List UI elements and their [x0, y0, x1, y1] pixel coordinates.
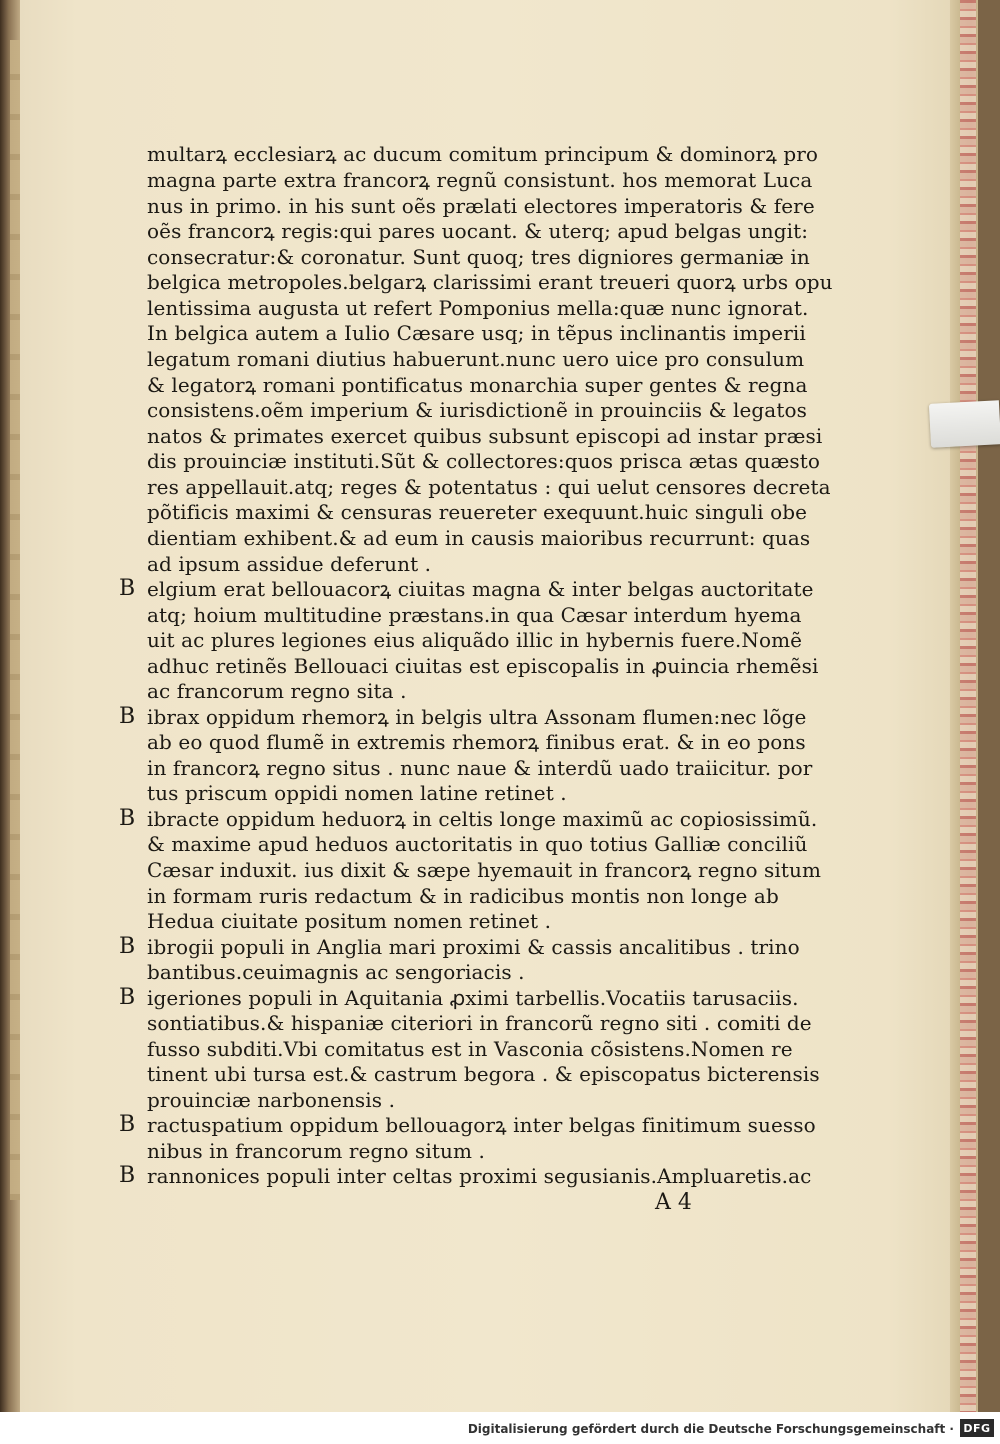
text-line: elgium erat bellouacorꝝ ciuitas magna & inter belgas auctoritate: [147, 577, 814, 601]
entry-initial: B: [119, 934, 136, 959]
text-line: & legatorꝝ romani pontificatus monarchia super gentes & regna: [147, 373, 808, 397]
text-line: ab eo quod flumẽ in extremis rhemorꝝ finibus erat. & in eo pons: [147, 730, 806, 754]
entry-initial: B: [119, 576, 136, 601]
text-line: ad ipsum assidue deferunt .: [147, 552, 432, 576]
text-line: rannonices populi inter celtas proximi segusianis.Ampluaretis.ac: [147, 1164, 812, 1188]
text-line: natos & primates exercet quibus subsunt episcopi ad instar præsi: [147, 424, 823, 448]
text-line: belgica metropoles.belgarꝝ clarissimi erant treueri quorꝝ urbs opu: [147, 270, 833, 294]
text-line: igeriones populi in Aquitania ꝓximi tarbellis.Vocatiis tarusaciis.: [147, 986, 799, 1010]
signature-mark: A 4: [655, 1190, 692, 1215]
text-line: consistens.oẽm imperium & iurisdictionẽ in prouinciis & legatos: [147, 398, 807, 422]
text-line: atq; hoium multitudine præstans.in qua Cæsar interdum hyema: [147, 603, 802, 627]
text-line: ibrax oppidum rhemorꝝ in belgis ultra Assonam flumen:nec lõge: [147, 705, 807, 729]
text-line: dis prouinciæ instituti.Sũt & collectores:quos prisca ætas quæsto: [147, 449, 821, 473]
text-line: ibracte oppidum heduorꝝ in celtis longe maximũ ac copiosissimũ.: [147, 807, 818, 831]
funding-credit: Digitalisierung gefördert durch die Deutsche Forschungsgemeinschaft ·: [467, 1422, 954, 1436]
text-line: in francorꝝ regno situs . nunc naue & interdũ uado traiicitur. por: [147, 756, 813, 780]
text-line: oẽs francorꝝ regis:qui pares uocant. & uterq; apud belgas ungit:: [147, 219, 809, 243]
text-line: ibrogii populi in Anglia mari proximi & cassis ancalitibus . trino: [147, 935, 800, 959]
text-line: põtificis maximi & censuras reuereter exequunt.huic singuli obe: [147, 500, 808, 524]
text-line: ac francorum regno sita .: [147, 679, 407, 703]
text-line: dientiam exhibent.& ad eum in causis maioribus recurrunt: quas: [147, 526, 811, 550]
text-line: uit ac plures legiones eius aliquãdo illic in hybernis fuere.Nomẽ: [147, 628, 803, 652]
text-line: bantibus.ceuimagnis ac sengoriacis .: [147, 960, 525, 984]
text-line: & maxime apud heduos auctoritatis in quo totius Galliæ conciliũ: [147, 832, 808, 856]
text-line: nibus in francorum regno situm .: [147, 1139, 485, 1163]
text-line: tinent ubi tursa est.& castrum begora . & episcopatus bicterensis: [147, 1062, 820, 1086]
text-line: nus in primo. in his sunt oẽs prælati electores imperatoris & fere: [147, 194, 815, 218]
text-line: consecratur:& coronatur. Sunt quoq; tres digniores germaniæ in: [147, 245, 810, 269]
text-line: In belgica autem a Iulio Cæsare usq; in tẽpus inclinantis imperii: [147, 321, 806, 345]
text-line: lentissima augusta ut refert Pomponius mella:quæ nunc ignorat.: [147, 296, 809, 320]
text-line: Hedua ciuitate positum nomen retinet .: [147, 909, 552, 933]
entry-initial: B: [119, 704, 136, 729]
text-line: Cæsar induxit. ius dixit & sæpe hyemauit in francorꝝ regno situm: [147, 858, 822, 882]
entry-initial: B: [119, 985, 136, 1010]
text-line: ractuspatium oppidum bellouagorꝝ inter belgas finitimum suesso: [147, 1113, 816, 1137]
dfg-logo-icon: DFG: [960, 1419, 994, 1437]
text-line: in formam ruris redactum & in radicibus montis non longe ab: [147, 884, 779, 908]
text-line: multarꝝ ecclesiarꝝ ac ducum comitum principum & dominorꝝ pro: [147, 142, 819, 166]
text-line: tus priscum oppidi nomen latine retinet .: [147, 781, 567, 805]
footer-bar: [0, 1412, 1000, 1444]
text-line: legatum romani diutius habuerunt.nunc uero uice pro consulum: [147, 347, 805, 371]
text-line: prouinciæ narbonensis .: [147, 1088, 396, 1112]
text-line: res appellauit.atq; reges & potentatus : qui uelut censores decreta: [147, 475, 831, 499]
text-line: sontiatibus.& hispaniæ citeriori in francorũ regno siti . comiti de: [147, 1011, 812, 1035]
entry-initial: B: [119, 1163, 136, 1188]
text-line: fusso subditi.Vbi comitatus est in Vasconia cõsistens.Nomen re: [147, 1037, 793, 1061]
entry-initial: B: [119, 806, 136, 831]
entry-initial: B: [119, 1112, 136, 1137]
text-line: magna parte extra francorꝝ regnũ consistunt. hos memorat Luca: [147, 168, 813, 192]
text-line: adhuc retinẽs Bellouaci ciuitas est episcopalis in ꝓuincia rhemẽsi: [147, 654, 819, 678]
